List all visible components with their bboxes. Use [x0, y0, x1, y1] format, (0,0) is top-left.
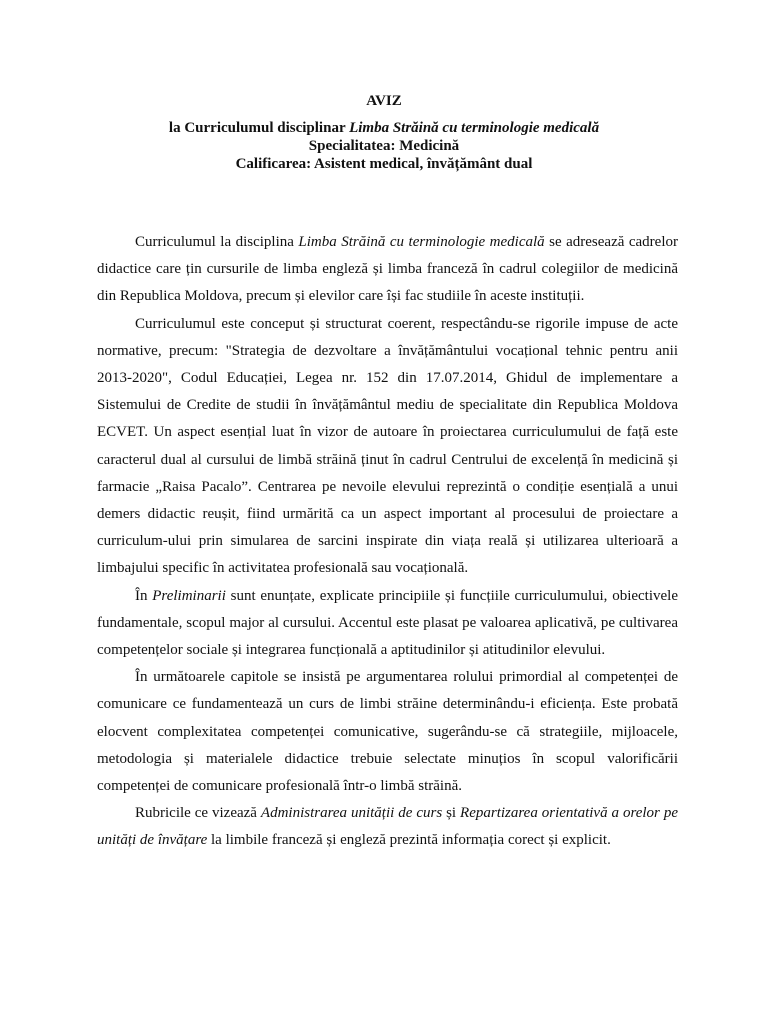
paragraph-3: [97, 583, 678, 665]
paragraph-3-text-c: sunt enunțate, explicate principiile și funcțiile curriculumului, obiectivele fundamentale, scopul major al cursului. Accentul este plasat pe valoarea aplicativă, pe cultivarea competențelor sociale și integrarea funcțională a aptitudinilor și atitudinilor elevului.: [97, 587, 678, 659]
document-body: [97, 229, 678, 855]
paragraph-4: În următoarele capitole se insistă pe argumentarea rolului primordial al competenței de comunicare ce fundamentează un curs de limbi străine determinându-i eficiența. Este probată elocvent complexitatea competenței comunicative, sugerându-se că strategiile, mijloacele, metodologia și materialele didactice trebuie selectate minuțios în scopul valorificării competenței de comunicare profesională într-o limbă străină.: [97, 669, 678, 795]
paragraph-5-repartizarea: Repartizarea orientativă a orelor pe unități de învățare: [97, 805, 678, 849]
paragraph-3-preliminarii: Preliminarii: [152, 587, 226, 604]
paragraph-5-text-c: și: [442, 805, 461, 822]
paragraph-1-text-a: Curriculumul la disciplina: [135, 234, 299, 250]
paragraph-5-administrarea: Administrarea unității de curs: [260, 805, 443, 822]
qualification-line: Calificarea: Asistent medical, învățământ dual: [235, 156, 533, 172]
paragraph-1: [97, 229, 678, 311]
curriculum-line: [0, 119, 768, 137]
paragraph-5-text-e: la limbile franceză și engleză prezintă informația corect și explicit.: [207, 832, 611, 849]
document-title: AVIZ: [366, 93, 402, 109]
document-header: [0, 92, 768, 173]
paragraph-5-text-a: Rubricile ce vizează: [135, 805, 261, 822]
specialty-line: Specialitatea: Medicină: [308, 138, 460, 154]
discipline-name: Limba Străină cu terminologie medicală: [349, 120, 600, 136]
paragraph-3-text-a: În: [135, 587, 153, 604]
paragraph-2: Curriculumul este conceput și structurat coerent, respectându-se rigorile impuse de acte normative, precum: "Strategia de dezvoltare a învățământului vocațional tehnic pentru anii 2013-2020", Codul Educației, Legea nr. 152 din 17.07.2014, Ghidul de implementare a Sistemului de Credite de studii în învățământul mediu de specialitate din Republica Moldova ECVET. Un aspect esențial luat în vizor de autoare în proiectarea curriculumului de față este caracterul dual al cursului de limbă străină ținut în cadrul Centrului de excelență în medicină și farmacie „Raisa Pacalo”. Centrarea pe nevoile elevului reprezintă o condiție esențială a unui demers didactic reușit, fiind urmărită ca un aspect important al procesului de proiectare a curriculum-ului prin simularea de sarcini inspirate din viața reală și utilizarea ulterioară a limbajului specific în activitatea profesională sau vocațională.: [97, 315, 678, 577]
curriculum-prefix: la Curriculumul disciplinar: [168, 120, 350, 136]
paragraph-1-discipline: Limba Străină cu terminologie medicală: [298, 234, 545, 250]
paragraph-5: [97, 800, 678, 854]
paragraph-1-text-c: se adresează cadrelor didactice care țin cursurile de limba engleză și limba franceză în cadrul colegiilor de medicină din Republica Moldova, precum și elevilor care își fac studiile în aceste instituții.: [97, 234, 679, 305]
